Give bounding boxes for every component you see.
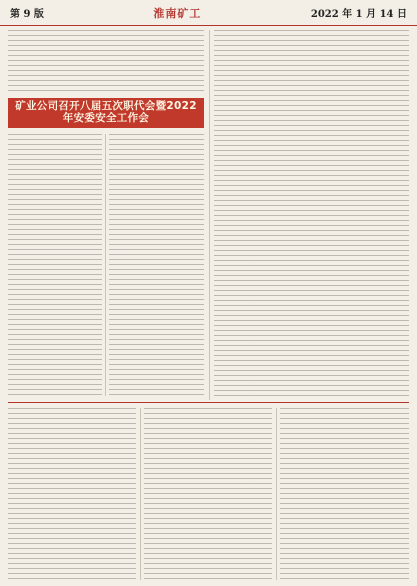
article-lower-col-1	[8, 408, 136, 580]
page-number: 第 9 版	[10, 9, 44, 20]
article-lower-col-2	[144, 408, 272, 580]
issue-date: 2022 年 1 月 14 日	[310, 9, 407, 20]
newspaper-brand: 淮南矿工	[153, 6, 202, 20]
headline-banner	[8, 98, 204, 128]
masthead	[0, 0, 417, 26]
headline-text: 矿业公司召开八届五次职代会暨2022年安委安全工作会	[15, 100, 197, 124]
column-divider	[105, 134, 106, 396]
column-divider	[140, 408, 141, 580]
page-center-divider	[209, 30, 210, 400]
article-left-col-2	[109, 134, 204, 396]
section-divider	[8, 402, 409, 403]
article-left-col-1	[8, 134, 102, 396]
column-divider	[276, 408, 277, 580]
article-lower-col-3	[280, 408, 409, 580]
article-top-left-text	[8, 30, 204, 94]
article-right-text	[214, 30, 409, 396]
